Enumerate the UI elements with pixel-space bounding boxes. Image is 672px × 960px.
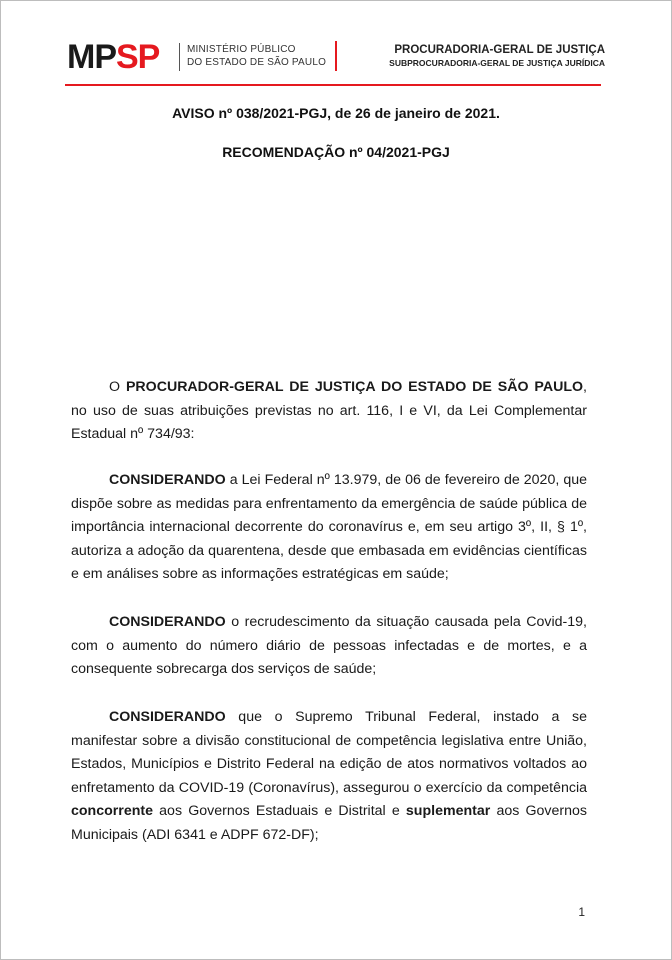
header-rule [65,84,601,86]
logo-sp: SP [116,38,160,76]
page-number: 1 [578,905,585,919]
considerando-bold: CONSIDERANDO [109,614,226,630]
paragraph-considerando-2: CONSIDERANDO o recrudescimento da situação causada pela Covid-19, com o aumento do número diário de pessoas infectadas e de mortes, e a consequente sobrecarga dos serviços de saúde; [71,614,587,678]
recomendacao-title: RECOMENDAÇÃO nº 04/2021-PGJ [222,144,450,160]
org-line-2: SUBPROCURADORIA-GERAL DE JUSTIÇA JURÍDICA [389,58,605,68]
organization-name [389,43,605,69]
org-line-1: PROCURADORIA-GERAL DE JUSTIÇA [394,44,605,56]
concorrente-bold: concorrente [71,803,153,820]
procurador-bold: PROCURADOR-GERAL DE JUSTIÇA DO ESTADO DE SÃO PAULO [125,379,584,395]
considerando-bold: CONSIDERANDO [109,472,226,488]
header-separator [335,41,337,71]
letterhead [65,37,605,85]
ministry-name [187,43,326,69]
paragraph-intro: O PROCURADOR-GERAL DE JUSTIÇA DO ESTADO DE SÃO PAULO, no uso de suas atribuições previstas no art. 116, I e VI, da Lei Complementar Estadual nº 734/93: [71,379,587,443]
considerando-bold: CONSIDERANDO [109,709,226,725]
ministry-line-1: MINISTÉRIO PÚBLICO [187,44,296,55]
mpsp-logo [67,39,159,75]
suplementar-bold: suplementar [405,803,491,820]
paragraph-considerando-3: CONSIDERANDO que o Supremo Tribunal Federal, instado a se manifestar sobre a divisão constitucional de competência legislativa entre União, Estados, Municípios e Distrito Federal na edição de atos normativos voltados ao enfretamento da COVID-19 (Coronavírus), assegurou o exercício da competência concorrente aos Governos Estaduais e Distrital e suplementar aos Governos Municipais (ADI 6341 e ADPF 672-DF); [71,709,587,843]
logo-divider [179,43,180,71]
paragraph-considerando-1: CONSIDERANDO a Lei Federal nº 13.979, de 06 de fevereiro de 2020, que dispõe sobre as medidas para enfrentamento da emergência de saúde pública de importância internacional decorrente do coronavírus e, em seu artigo 3º, II, § 1º, autoriza a adoção da quarentena, desde que embasada em evidências científicas e em análises sobre as informações estratégicas em saúde; [71,472,587,583]
aviso-title: AVISO nº 038/2021-PGJ, de 26 de janeiro de 2021. [172,105,500,121]
ministry-line-2: DO ESTADO DE SÃO PAULO [187,57,327,68]
logo-mp: MP [67,38,116,76]
